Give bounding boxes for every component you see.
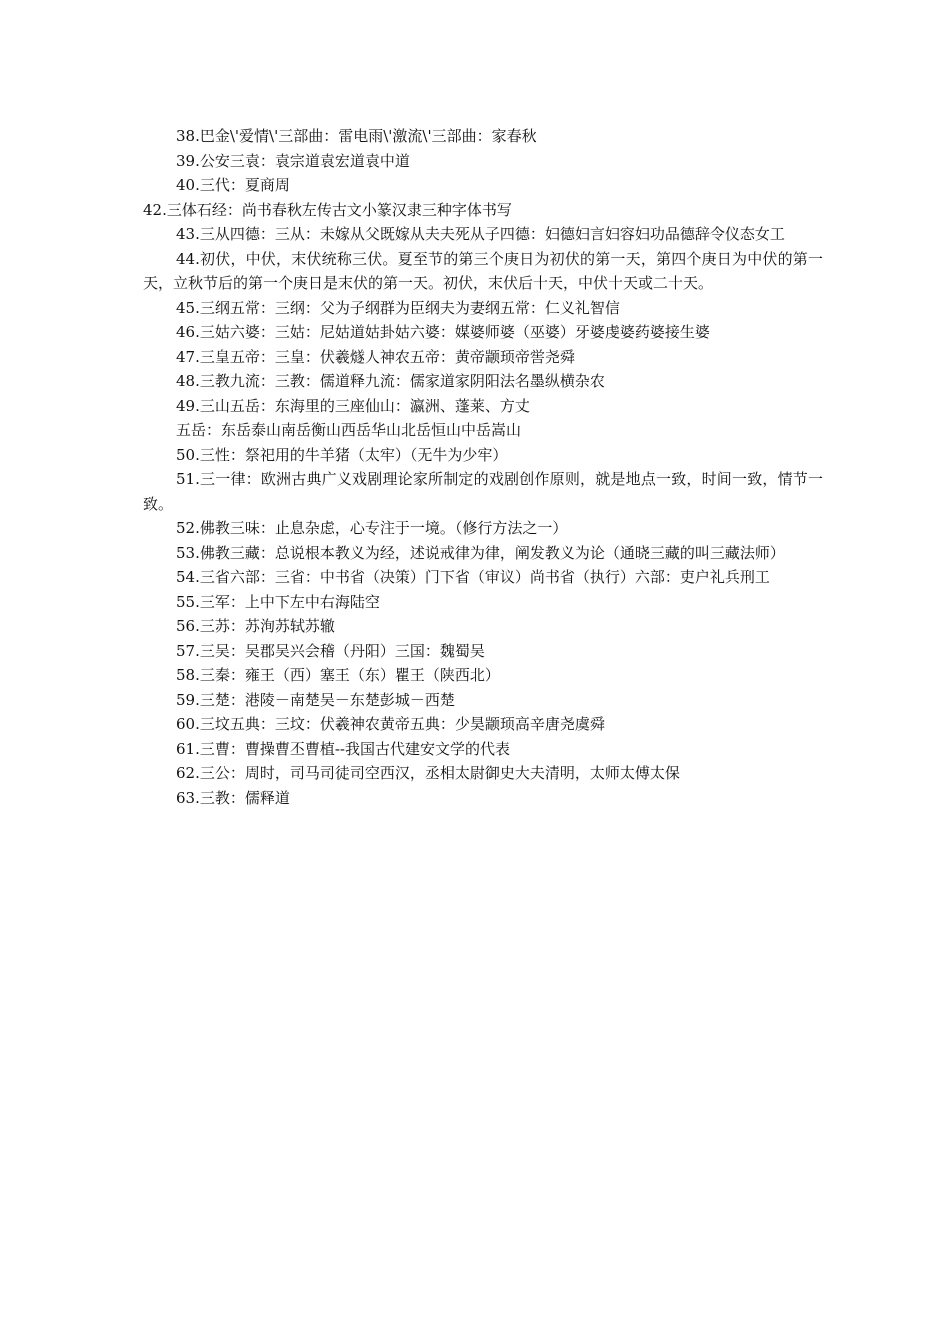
paragraph: 45.三纲五常：三纲：父为子纲群为臣纲夫为妻纲五常：仁义礼智信 bbox=[176, 298, 620, 317]
paragraph: 44.初伏，中伏，末伏统称三伏。夏至节的第三个庚日为初伏的第一天，第四个庚日为中伏的第一天，立秋节后的第一个庚日是末伏的第一天。初伏，末伏后十天，中伏十天或二十天。 bbox=[143, 249, 823, 292]
paragraph: 52.佛教三味：止息杂虑，心专注于一境。（修行方法之一） bbox=[176, 519, 568, 537]
paragraph: 47.三皇五帝：三皇：伏羲燧人神农五帝：黄帝颛顼帝喾尧舜 bbox=[176, 347, 575, 366]
paragraph: 50.三性：祭祀用的牛羊猪（太牢）（无牛为少牢） bbox=[176, 445, 508, 464]
paragraph: 58.三秦：雍王（西）塞王（东）瞿王（陕西北） bbox=[176, 666, 500, 684]
paragraph: 53.佛教三藏：总说根本教义为经，述说戒律为律，阐发教义为论（通晓三藏的叫三藏法师） bbox=[176, 543, 785, 562]
paragraph: 54.三省六部：三省：中书省（决策）门下省（审议）尚书省（执行）六部：吏户礼兵刑工 bbox=[176, 568, 770, 586]
paragraph: 59.三楚：港陵－南楚吴－东楚彭城－西楚 bbox=[176, 690, 455, 709]
paragraph: 43.三从四德：三从：未嫁从父既嫁从夫夫死从子四德：妇德妇言妇容妇功品德辞令仪态女工 bbox=[176, 225, 785, 243]
paragraph: 57.三吴：吴郡吴兴会稽（丹阳）三国：魏蜀吴 bbox=[176, 641, 485, 660]
paragraph: 五岳：东岳泰山南岳衡山西岳华山北岳恒山中岳嵩山 bbox=[176, 421, 522, 439]
paragraph: 60.三坟五典：三坟：伏羲神农黄帝五典：少昊颛顼高辛唐尧虞舜 bbox=[176, 715, 605, 733]
paragraph: 51.三一律：欧洲古典广义戏剧理论家所制定的戏剧创作原则，就是地点一致，时间一致，情节一致。 bbox=[143, 470, 823, 513]
paragraph: 46.三姑六婆：三姑：尼姑道姑卦姑六婆：媒婆师婆（巫婆）牙婆虔婆药婆接生婆 bbox=[176, 323, 710, 341]
paragraph: 56.三苏：苏洵苏轼苏辙 bbox=[176, 617, 335, 635]
paragraph: 38.巴金\'爱情\'三部曲：雷电雨\'激流\'三部曲：家春秋 bbox=[176, 127, 537, 145]
paragraph: 61.三曹：曹操曹丕曹植--我国古代建安文学的代表 bbox=[176, 739, 510, 758]
paragraph: 40.三代：夏商周 bbox=[176, 176, 290, 194]
paragraph: 55.三军：上中下左中右海陆空 bbox=[176, 592, 380, 611]
paragraph: 48.三教九流：三教：儒道释九流：儒家道家阴阳法名墨纵横杂农 bbox=[176, 372, 605, 390]
paragraph: 39.公安三袁：袁宗道袁宏道袁中道 bbox=[176, 151, 410, 170]
paragraph: 62.三公：周时，司马司徒司空西汉，丞相太尉御史大夫清明，太师太傅太保 bbox=[176, 764, 680, 782]
paragraph: 63.三教：儒释道 bbox=[176, 788, 290, 807]
document-page bbox=[143, 124, 823, 810]
paragraph: 42.三体石经：尚书春秋左传古文小篆汉隶三种字体书写 bbox=[143, 200, 512, 219]
paragraph: 49.三山五岳：东海里的三座仙山：瀛洲、蓬莱、方丈 bbox=[176, 396, 530, 415]
